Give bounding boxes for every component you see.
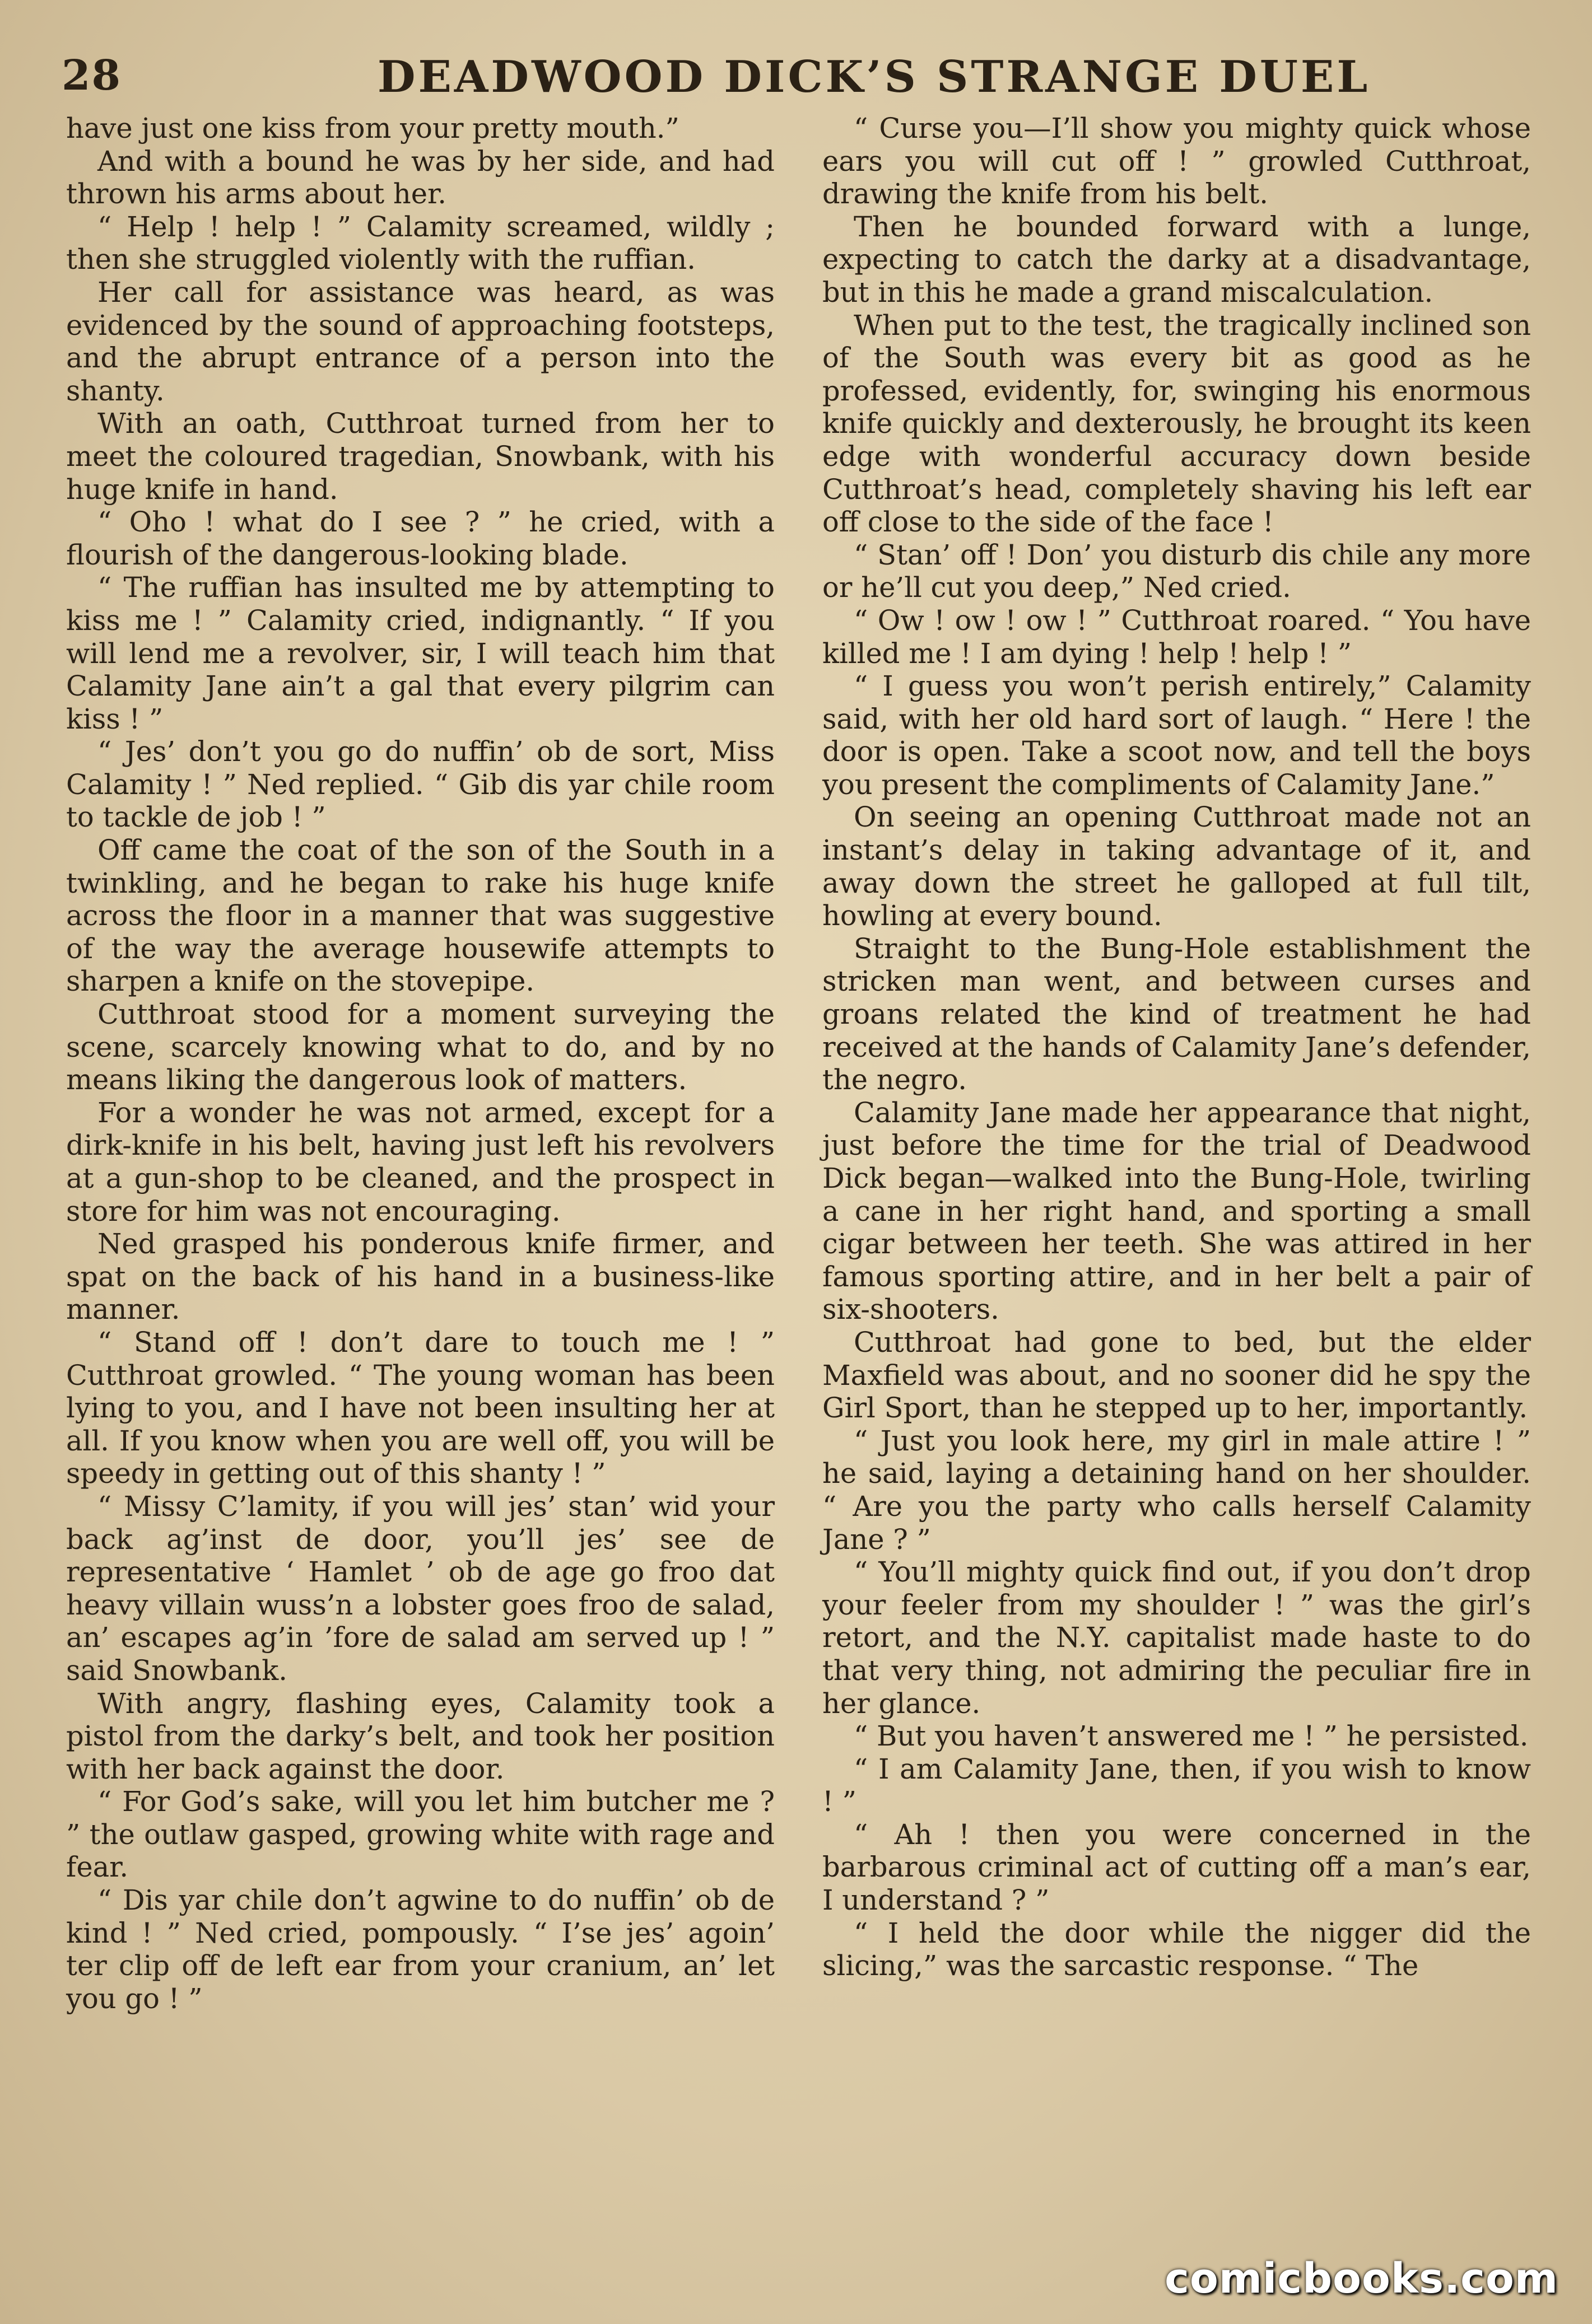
page-header xyxy=(62,46,1540,119)
paragraph: “ You’ll mighty quick find out, if you don’t drop your feeler from my shoulder ! ” was the girl’s retort, and the N.Y. capitalist made haste to do that very thing, not admiring the peculiar fire in her glance. xyxy=(822,1556,1531,1720)
paragraph: Straight to the Bung-Hole establishment the stricken man went, and between curses and groans related the kind of treatment he had received at the hands of Calamity Jane’s defender, the negro. xyxy=(822,932,1531,1096)
paragraph: “ Jes’ don’t you go do nuffin’ ob de sort, Miss Calamity ! ” Ned replied. “ Gib dis yar chile room to tackle de job ! ” xyxy=(66,735,775,834)
paragraph: On seeing an opening Cutthroat made not an instant’s delay in taking advantage of it, and away down the street he galloped at full tilt, howling at every bound. xyxy=(822,801,1531,932)
paragraph: Off came the coat of the son of the South in a twinkling, and he began to rake his huge knife across the floor in a manner that was suggestive of the way the average housewife attempts to sharpen a knife on the stovepipe. xyxy=(66,834,775,998)
paragraph: With angry, flashing eyes, Calamity took a pistol from the darky’s belt, and took her position with her back against the door. xyxy=(66,1687,775,1785)
paragraph: “ Dis yar chile don’t agwine to do nuffin’ ob de kind ! ” Ned cried, pompously. “ I’se jes’ agoin’ ter clip off de left ear from your cranium, an’ let you go ! ” xyxy=(66,1884,775,2015)
paragraph: “ For God’s sake, will you let him butcher me ? ” the outlaw gasped, growing white with rage and fear. xyxy=(66,1785,775,1884)
paragraph: “ I guess you won’t perish entirely,” Calamity said, with her old hard sort of laugh. “ Here ! the door is open. Take a scoot now, and tell the boys you present the compliments of Calamity Jane.” xyxy=(822,670,1531,801)
right-column xyxy=(822,112,1531,1982)
paragraph: “ But you haven’t answered me ! ” he persisted. xyxy=(854,1720,1529,1753)
paragraph: “ Ah ! then you were concerned in the barbarous criminal act of cutting off a man’s ear, I understand ? ” xyxy=(822,1818,1531,1917)
paragraph: “ I am Calamity Jane, then, if you wish to know ! ” xyxy=(822,1752,1531,1818)
paragraph: With an oath, Cutthroat turned from her to meet the coloured tragedian, Snowbank, with his huge knife in hand. xyxy=(66,407,775,506)
paragraph: “ I held the door while the nigger did the slicing,” was the sarcastic response. “ The xyxy=(822,1916,1531,1982)
paragraph: have just one kiss from your pretty mouth.” xyxy=(66,112,679,144)
left-column xyxy=(66,112,775,2015)
page-number: 28 xyxy=(62,52,122,100)
paragraph: “ Missy C’lamity, if you will jes’ stan’ wid your back ag’inst de door, you’ll jes’ see de representative ‘ Hamlet ’ ob de age go froo dat heavy villain wuss’n a lobster goes froo de salad, an’ escapes ag’in ’fore de salad am served up ! ” said Snowbank. xyxy=(66,1490,775,1687)
watermark: comicbooks.com xyxy=(1165,2255,1558,2303)
paragraph: “ The ruffian has insulted me by attempting to kiss me ! ” Calamity cried, indignantly. “ If you will lend me a revolver, sir, I will teach him that Calamity Jane ain’t a gal that every pilgrim can kiss ! ” xyxy=(66,571,775,735)
paragraph: “ Ow ! ow ! ow ! ” Cutthroat roared. “ You have killed me ! I am dying ! help ! help ! ” xyxy=(822,604,1531,670)
paragraph: “ Just you look here, my girl in male attire ! ” he said, laying a detaining hand on her shoulder. “ Are you the party who calls herself Calamity Jane ? ” xyxy=(822,1424,1531,1556)
paragraph: “ Stand off ! don’t dare to touch me ! ” Cutthroat growled. “ The young woman has been lying to you, and I have not been insulting her at all. If you know when you are well off, you will be speedy in getting out of this shanty ! ” xyxy=(66,1326,775,1490)
paragraph: Her call for assistance was heard, as was evidenced by the sound of approaching footsteps, and the abrupt entrance of a person into the shanty. xyxy=(66,276,775,407)
paragraph: Calamity Jane made her appearance that night, just before the time for the trial of Deadwood Dick began—walked into the Bung-Hole, twirling a cane in her right hand, and sporting a small cigar between her teeth. She was attired in her famous sporting attire, and in her belt a pair of six-shooters. xyxy=(822,1096,1531,1326)
paragraph: “ Stan’ off ! Don’ you disturb dis chile any more or he’ll cut you deep,” Ned cried. xyxy=(822,538,1531,604)
paragraph: Then he bounded forward with a lunge, expecting to catch the darky at a disadvantage, but in this he made a grand miscalculation. xyxy=(822,210,1531,309)
paragraph: Cutthroat had gone to bed, but the elder Maxfield was about, and no sooner did he spy the Girl Sport, than he stepped up to her, importantly. xyxy=(822,1326,1531,1425)
paragraph: For a wonder he was not armed, except for a dirk-knife in his belt, having just left his revolvers at a gun-shop to be cleaned, and the prospect in store for him was not encouraging. xyxy=(66,1096,775,1228)
paragraph: “ Curse you—I’ll show you mighty quick whose ears you will cut off ! ” growled Cutthroat, drawing the knife from his belt. xyxy=(822,112,1531,211)
paragraph: When put to the test, the tragically inclined son of the South was every bit as good as he professed, evidently, for, swinging his enormous knife quickly and dexterously, he brought its keen edge with wonderful accuracy down beside Cutthroat’s head, completely shaving his left ear off close to the side of the face ! xyxy=(822,309,1531,539)
paragraph: Ned grasped his ponderous knife firmer, and spat on the back of his hand in a business-like manner. xyxy=(66,1228,775,1326)
paragraph: “ Oho ! what do I see ? ” he cried, with a flourish of the dangerous-looking blade. xyxy=(66,506,775,571)
paragraph: “ Help ! help ! ” Calamity screamed, wildly ; then she struggled violently with the ruffian. xyxy=(66,210,775,276)
running-title: DEADWOOD DICK’S STRANGE DUEL xyxy=(377,52,1371,102)
paragraph: And with a bound he was by her side, and had thrown his arms about her. xyxy=(66,144,775,211)
paragraph: Cutthroat stood for a moment surveying the scene, scarcely knowing what to do, and by no means liking the dangerous look of matters. xyxy=(66,998,775,1096)
